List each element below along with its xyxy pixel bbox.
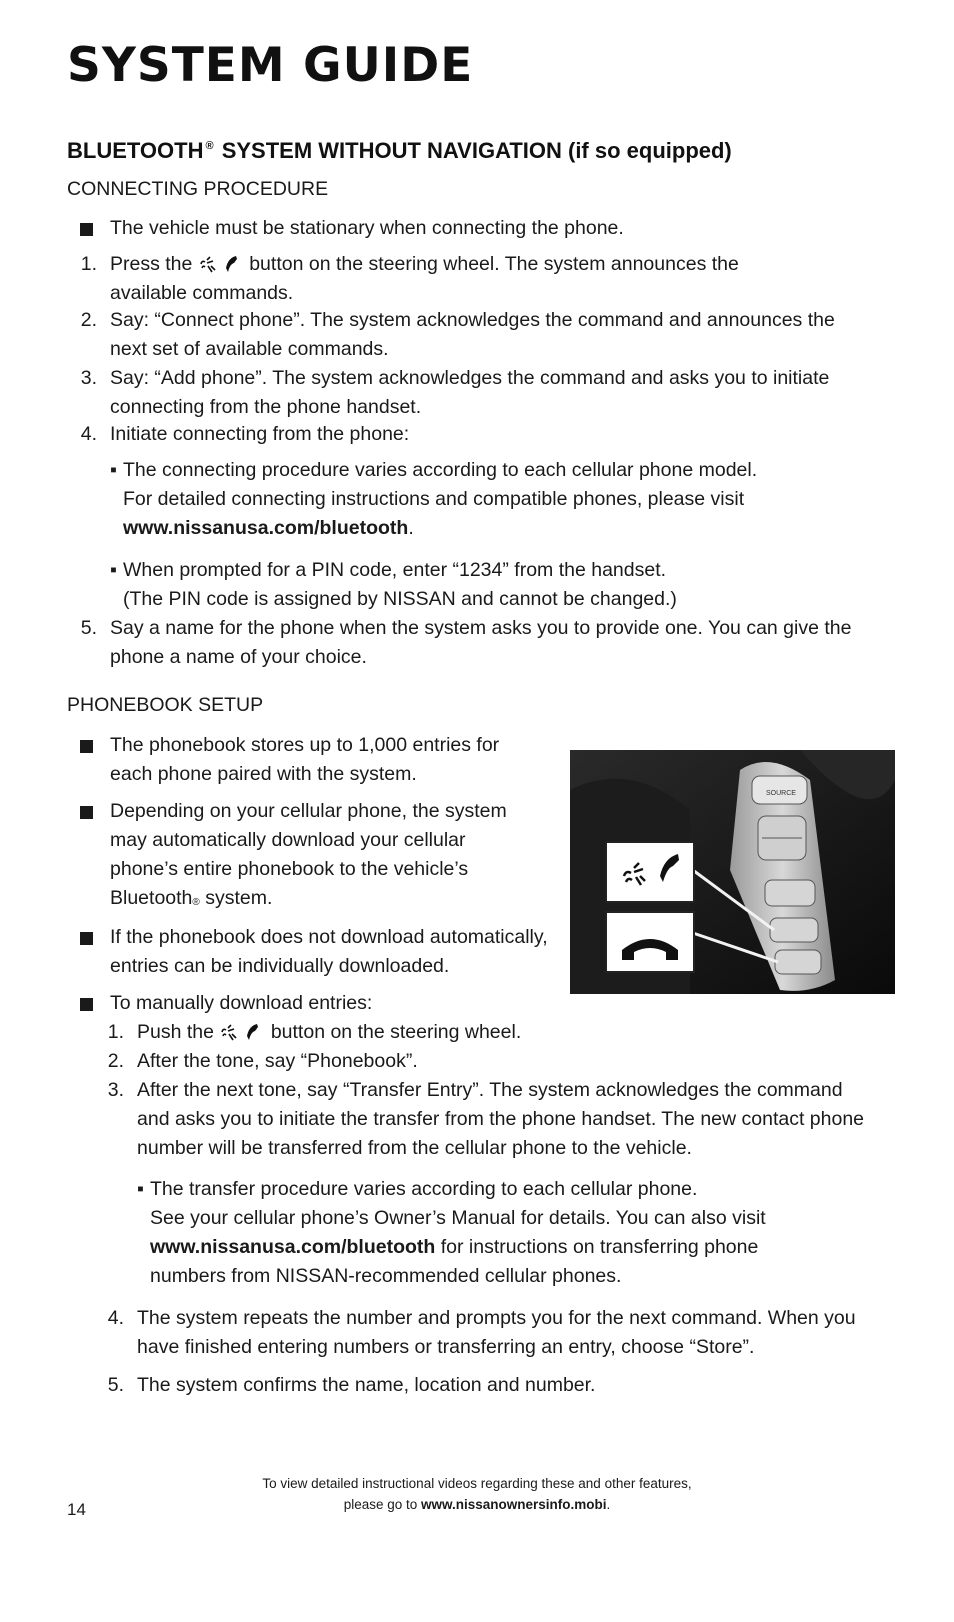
page-title: SYSTEM GUIDE (67, 38, 474, 93)
step-number: 3. (80, 367, 97, 389)
square-bullet (80, 223, 93, 236)
sub-bullet: ▪ (110, 459, 117, 481)
section-heading: BLUETOOTH ® SYSTEM WITHOUT NAVIGATION (if so equipped) (67, 138, 732, 163)
step-number: 5. (80, 617, 97, 639)
connecting-step-2: Say: “Connect phone”. The system acknowledges the command and announces the next set of available commands. (110, 309, 835, 360)
phonebook-step-1: Push the button on the steering wheel. (137, 1021, 522, 1043)
steering-wheel-photo (570, 750, 895, 994)
square-bullet (80, 932, 93, 945)
sub-bullet: ▪ (137, 1178, 144, 1200)
connecting-sub-1: The connecting procedure varies according to each cellular phone model. For detailed connecting instructions and compatible phones, please visit www.nissanusa.com/bluetooth. (123, 459, 758, 539)
connecting-procedure-heading: CONNECTING PROCEDURE (67, 178, 329, 200)
phonebook-bullet-2: Depending on your cellular phone, the system may automatically download your cellular phone’s entire phonebook to the vehicle’s Bluetooth® system. (110, 800, 507, 909)
step-number: 1. (80, 253, 97, 275)
step-number: 1. (107, 1021, 124, 1043)
connecting-step-1: Press the button on the steering wheel. The system announces the available commands. (110, 253, 739, 304)
phonebook-step-5: The system confirms the name, location and number. (137, 1374, 596, 1396)
footer-line-1: To view detailed instructional videos regarding these and other features, (262, 1476, 692, 1491)
phonebook-step-4: The system repeats the number and prompts you for the next command. When you have finished entering numbers or transferring an entry, choose “Store”. (137, 1307, 856, 1358)
connecting-step-3: Say: “Add phone”. The system acknowledges the command and asks you to initiate connecting from the phone handset. (110, 367, 830, 418)
connecting-step-5: Say a name for the phone when the system asks you to provide one. You can give the phone a name of your choice. (110, 617, 852, 668)
step-number: 2. (80, 309, 97, 331)
footer-line-2: please go to www.nissanownersinfo.mobi. (343, 1497, 611, 1512)
page-number: 14 (67, 1500, 86, 1519)
connecting-sub-2: When prompted for a PIN code, enter “1234” from the handset. (The PIN code is assigned by NISSAN and cannot be changed.) (123, 559, 677, 610)
phonebook-bullet-3: If the phonebook does not download automatically, entries can be individually downloaded. (110, 926, 548, 977)
phonebook-bullet-1: The phonebook stores up to 1,000 entries for each phone paired with the system. (110, 734, 500, 785)
source-button-label: SOURCE (766, 790, 796, 797)
connecting-step-4: Initiate connecting from the phone: (110, 423, 410, 445)
step-number: 4. (80, 423, 97, 445)
bluetooth-link[interactable]: www.nissanusa.com/bluetooth (150, 1236, 436, 1258)
phonebook-setup-heading: PHONEBOOK SETUP (67, 694, 264, 716)
step-number: 3. (107, 1079, 124, 1101)
phonebook-sub-1: The transfer procedure varies according to each cellular phone. See your cellular phone’s Owner’s Manual for details. You can also visit www.nissanusa.com/bluetooth for instructions on transferring phone numbers from NISSAN-recommended cellular phones. (150, 1178, 766, 1287)
square-bullet (80, 740, 93, 753)
step-number: 4. (107, 1307, 124, 1329)
owners-info-link[interactable]: www.nissanownersinfo.mobi (421, 1497, 607, 1512)
step-number: 2. (107, 1050, 124, 1072)
phonebook-step-2: After the tone, say “Phonebook”. (137, 1050, 418, 1072)
voice-phone-icon (198, 254, 244, 276)
phonebook-step-3: After the next tone, say “Transfer Entry”. The system acknowledges the command and asks you to initiate the transfer from the phone handset. The new contact phone number will be transferred from the cellular phone to the vehicle. (137, 1079, 865, 1159)
square-bullet (80, 998, 93, 1011)
steering-wheel-illustration (570, 750, 895, 994)
step-number: 5. (107, 1374, 124, 1396)
voice-phone-icon (219, 1022, 265, 1044)
square-bullet (80, 806, 93, 819)
phonebook-bullet-4: To manually download entries: (110, 992, 373, 1014)
bluetooth-link[interactable]: www.nissanusa.com/bluetooth (123, 517, 409, 539)
sub-bullet: ▪ (110, 559, 117, 581)
connecting-note: The vehicle must be stationary when connecting the phone. (110, 217, 624, 239)
